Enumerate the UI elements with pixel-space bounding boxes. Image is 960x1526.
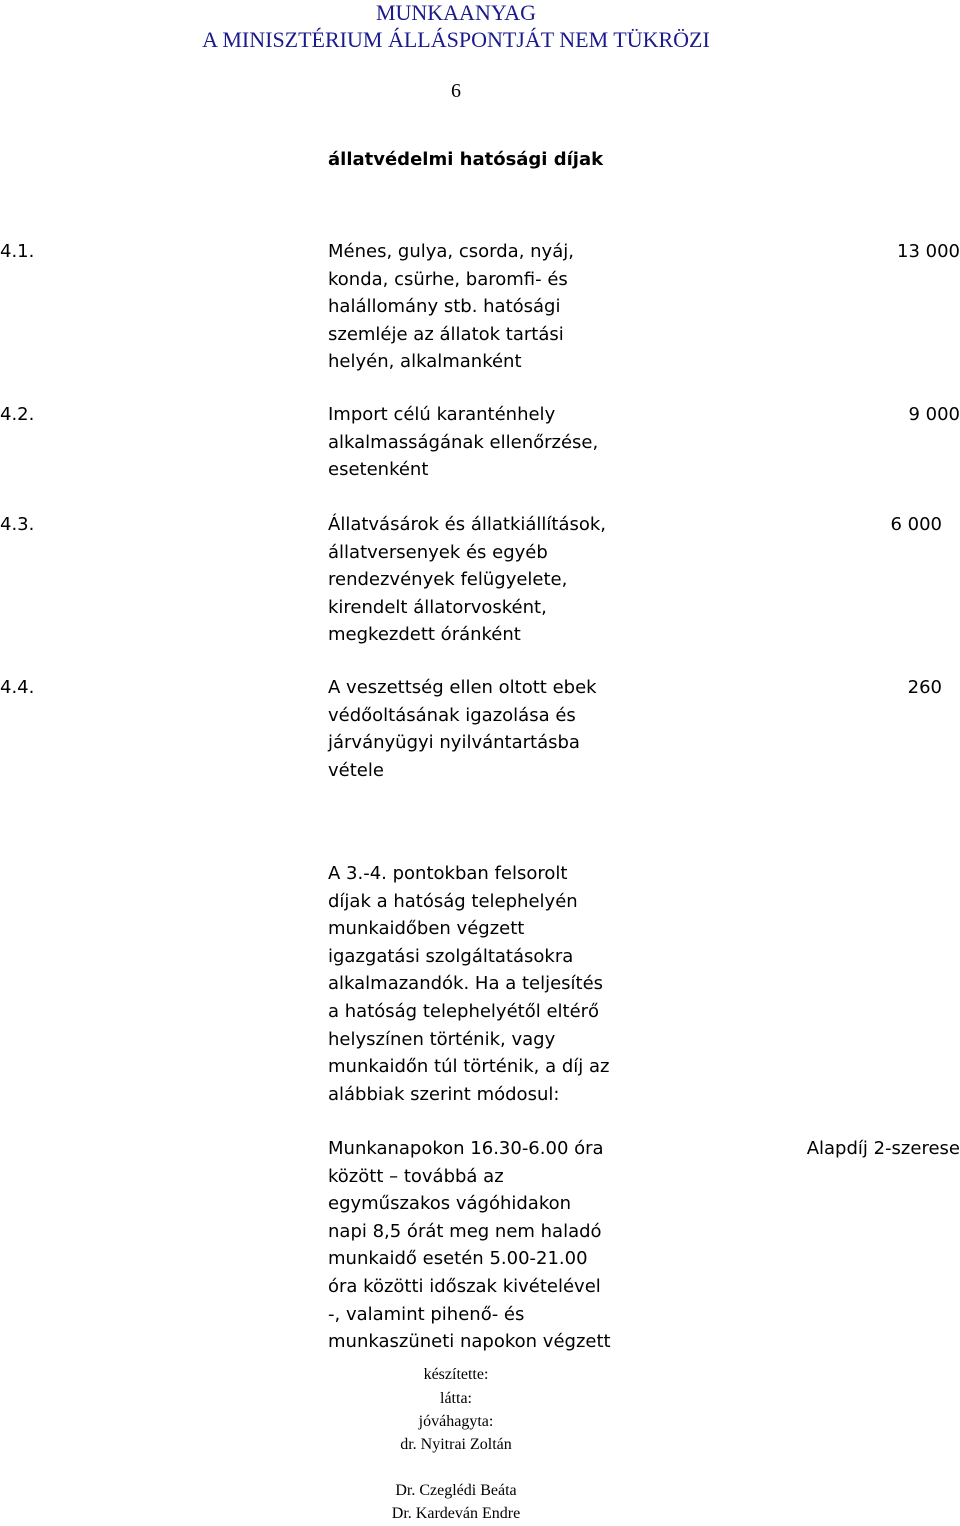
page-number: 6 — [451, 80, 461, 102]
seen-by-label: látta: — [440, 1390, 472, 1407]
row-number: 4.1. — [0, 241, 35, 262]
row-description: Import célú karanténhely alkalmasságának ellenőrzése, esetenként — [328, 404, 599, 481]
row-description: Állatvásárok és állatkiállítások, állatversenyek és egyéb rendezvények felügyelete, kirendelt állatorvosként, megkezdett óránként — [328, 514, 607, 646]
row-description: Ménes, gulya, csorda, nyáj, konda, csürhe, baromfi- és halállomány stb. hatósági szemléje az állatok tartási helyén, alkalmanként — [328, 241, 574, 373]
row-number: 4.3. — [0, 514, 35, 535]
draft-watermark-title: MUNKAANYAG — [375, 0, 537, 25]
row-number: 4.2. — [0, 404, 35, 425]
signatory-name: Dr. Kardeván Endre — [391, 1505, 521, 1522]
section-title: állatvédelmi hatósági díjak — [328, 149, 604, 170]
signatory-name: dr. Nyitrai Zoltán — [400, 1436, 512, 1453]
row-amount: 260 — [907, 677, 942, 698]
signatory-name: Dr. Czeglédi Beáta — [395, 1482, 517, 1499]
row-description: A veszettség ellen oltott ebek védőoltásának igazolása és járványügyi nyilvántartásba vétele — [328, 677, 597, 781]
row-amount: 6 000 — [890, 514, 942, 535]
row-number: 4.4. — [0, 677, 35, 698]
approved-by-label: jóváhagyta: — [418, 1413, 494, 1430]
surcharge-description: Munkanapokon 16.30-6.00 óra között – továbbá az egyműszakos vágóhidakon napi 8,5 órát meg nem haladó munkaidő esetén 5.00-21.00 óra közötti időszak kivételével -, valamint pihenő- és munkaszüneti napokon végzett — [328, 1138, 611, 1353]
surcharge-amount: Alapdíj 2-szerese — [806, 1138, 960, 1159]
row-amount: 9 000 — [908, 404, 960, 425]
draft-watermark-subtitle: A MINISZTÉRIUM ÁLLÁSPONTJÁT NEM TÜKRÖZI — [202, 27, 710, 52]
prepared-by-label: készítette: — [423, 1366, 489, 1383]
fee-note: A 3.-4. pontokban felsorolt díjak a hatóság telephelyén munkaidőben végzett igazgatási szolgáltatásokra alkalmazandók. Ha a teljesítés a hatóság telephelyétől eltérő helyszínen történik, vagy munkaidőn túl történik, a díj az alábbiak szerint módosul: — [328, 863, 610, 1105]
row-amount: 13 000 — [897, 241, 960, 262]
